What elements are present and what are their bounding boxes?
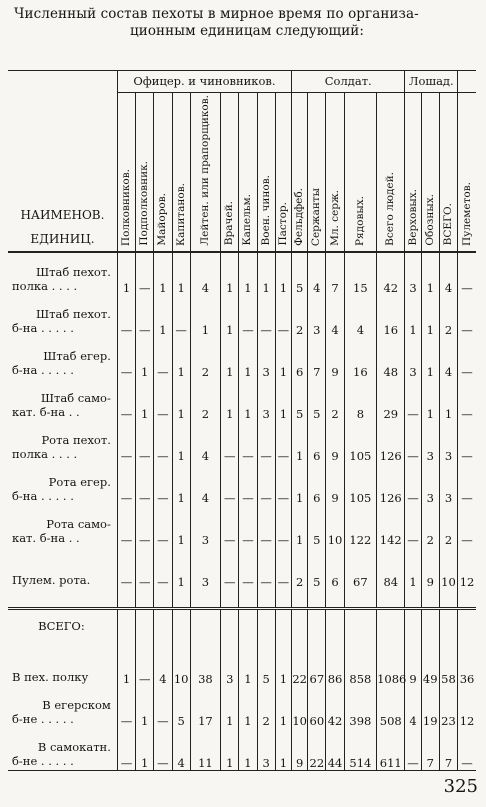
table-cell: 105 bbox=[344, 463, 376, 505]
table-cell: 19 bbox=[421, 686, 439, 728]
table-cell: 1 bbox=[136, 379, 154, 421]
table-row bbox=[8, 421, 476, 463]
column-header-label: Сержанты bbox=[310, 187, 323, 246]
table-cell: — bbox=[221, 421, 239, 463]
row-name-line-2: б-на . . . . . bbox=[12, 488, 74, 503]
name-header-line-2: ЕДИНИЦ. bbox=[30, 231, 95, 246]
table-cell: 16 bbox=[377, 295, 405, 337]
table-cell: 1 bbox=[275, 728, 291, 771]
column-header-label: Капельм. bbox=[241, 194, 254, 246]
row-name-line-1: Штаб пехот. bbox=[36, 264, 111, 279]
table-cell: 9 bbox=[326, 463, 344, 505]
table-cell: 2 bbox=[439, 295, 457, 337]
column-header bbox=[458, 93, 476, 252]
row-name-line-2: полка . . . . bbox=[12, 446, 78, 461]
column-header-label: Фельдфеб. bbox=[293, 187, 306, 246]
table-cell: — bbox=[458, 728, 476, 771]
column-header bbox=[239, 93, 257, 252]
table-cell: 4 bbox=[190, 421, 220, 463]
intro-line-2: ционным единицам следующий: bbox=[129, 23, 365, 39]
table-cell: 15 bbox=[344, 252, 376, 295]
table-cell: 9 bbox=[292, 728, 308, 771]
table-cell: — bbox=[458, 505, 476, 547]
table-cell: 1 bbox=[421, 337, 439, 379]
table-cell: 3 bbox=[190, 547, 220, 589]
table-cell: 3 bbox=[190, 505, 220, 547]
table-cell: — bbox=[154, 421, 172, 463]
row-name-line-1: Штаб пехот. bbox=[36, 306, 111, 321]
table-cell: 6 bbox=[326, 547, 344, 589]
table-cell: 3 bbox=[221, 644, 239, 686]
table-cell: — bbox=[221, 547, 239, 589]
table-cell: 12 bbox=[458, 686, 476, 728]
table-cell: 1 bbox=[405, 547, 421, 589]
intro-text bbox=[8, 6, 480, 40]
table-cell: 2 bbox=[421, 505, 439, 547]
table-cell: — bbox=[117, 379, 135, 421]
table-cell: 9 bbox=[405, 644, 421, 686]
table-cell: 1 bbox=[172, 547, 190, 589]
table-cell: 1 bbox=[421, 295, 439, 337]
table-cell: 1 bbox=[221, 379, 239, 421]
row-name-line-2: б-на . . . . . bbox=[12, 320, 74, 335]
column-header-label: Верховых. bbox=[406, 189, 419, 246]
table-cell: 3 bbox=[308, 295, 326, 337]
table-cell: — bbox=[154, 379, 172, 421]
table-cell: 1 bbox=[172, 252, 190, 295]
table-cell: — bbox=[136, 252, 154, 295]
row-name bbox=[8, 644, 117, 686]
table-cell: 42 bbox=[326, 686, 344, 728]
column-header bbox=[439, 93, 457, 252]
table-cell: 4 bbox=[154, 644, 172, 686]
table-cell: 1 bbox=[190, 295, 220, 337]
page-number: 325 bbox=[443, 776, 478, 797]
row-name-line-1: Рота егер. bbox=[48, 474, 111, 489]
row-name bbox=[8, 728, 117, 771]
table-cell: — bbox=[239, 295, 257, 337]
table-cell: — bbox=[458, 379, 476, 421]
table-cell: 3 bbox=[257, 379, 275, 421]
row-name bbox=[8, 686, 117, 728]
table-cell: 1 bbox=[275, 252, 291, 295]
table-cell: 1 bbox=[172, 379, 190, 421]
row-name-line-1: Рота пехот. bbox=[41, 432, 111, 447]
table-cell: 3 bbox=[421, 463, 439, 505]
table-cell: — bbox=[221, 463, 239, 505]
table-cell: 29 bbox=[377, 379, 405, 421]
table-cell: — bbox=[458, 337, 476, 379]
table-cell: 67 bbox=[308, 644, 326, 686]
table-cell: 10 bbox=[326, 505, 344, 547]
table-cell: 6 bbox=[308, 463, 326, 505]
table-cell: 11 bbox=[190, 728, 220, 771]
table-cell: — bbox=[405, 505, 421, 547]
table-cell: 84 bbox=[377, 547, 405, 589]
group-header: Офицер. и чиновников. bbox=[117, 70, 291, 93]
table-cell: 1 bbox=[239, 728, 257, 771]
table-cell: 1 bbox=[221, 337, 239, 379]
column-header-label: Врачей. bbox=[223, 201, 236, 246]
table-cell: — bbox=[154, 547, 172, 589]
table-cell: — bbox=[117, 463, 135, 505]
table-cell: 1 bbox=[239, 252, 257, 295]
row-name-line-2: Пулем. рота. bbox=[12, 572, 91, 587]
table-cell: 4 bbox=[308, 252, 326, 295]
table-cell: — bbox=[136, 295, 154, 337]
table-cell: 8 bbox=[344, 379, 376, 421]
table-cell: 4 bbox=[344, 295, 376, 337]
table-cell: — bbox=[239, 505, 257, 547]
column-header-label: ВСЕГО. bbox=[441, 203, 454, 246]
table-cell: — bbox=[117, 686, 135, 728]
table-cell: 5 bbox=[257, 644, 275, 686]
table-cell: 1 bbox=[405, 295, 421, 337]
table-cell: 6 bbox=[292, 337, 308, 379]
table-cell: — bbox=[405, 379, 421, 421]
table-cell: 7 bbox=[439, 728, 457, 771]
table-cell: 3 bbox=[439, 421, 457, 463]
name-header bbox=[8, 93, 117, 252]
table-cell: 16 bbox=[344, 337, 376, 379]
column-header-label: Подполковник. bbox=[138, 160, 151, 246]
table-cell: 2 bbox=[292, 295, 308, 337]
table-cell: 1 bbox=[172, 421, 190, 463]
column-header-label: Рядовых. bbox=[353, 195, 366, 246]
column-header-label: Капитанов. bbox=[174, 182, 187, 246]
table-cell: 3 bbox=[439, 463, 457, 505]
table-cell: 9 bbox=[326, 337, 344, 379]
table-cell: 7 bbox=[308, 337, 326, 379]
table-cell: 1 bbox=[154, 252, 172, 295]
group-header: Солдат. bbox=[292, 70, 405, 93]
row-name bbox=[8, 463, 117, 505]
table-cell: 1 bbox=[292, 421, 308, 463]
table-cell: 22 bbox=[292, 644, 308, 686]
row-name bbox=[8, 505, 117, 547]
table-cell: 1 bbox=[239, 379, 257, 421]
column-header-label: Обозных. bbox=[423, 194, 436, 246]
row-name-line-2: полка . . . . bbox=[12, 278, 78, 293]
table-cell: — bbox=[239, 421, 257, 463]
column-header bbox=[421, 93, 439, 252]
table-cell: 508 bbox=[377, 686, 405, 728]
table-cell: 1 bbox=[172, 337, 190, 379]
table-row bbox=[8, 547, 476, 589]
table-cell: — bbox=[275, 505, 291, 547]
table-cell: 67 bbox=[344, 547, 376, 589]
table-cell: — bbox=[172, 295, 190, 337]
table-cell: 3 bbox=[257, 728, 275, 771]
table-row bbox=[8, 379, 476, 421]
table-cell: 1 bbox=[239, 686, 257, 728]
table-cell: — bbox=[405, 421, 421, 463]
table-cell: 10 bbox=[172, 644, 190, 686]
table-cell: — bbox=[117, 421, 135, 463]
row-name-line-2: б-не . . . . . bbox=[12, 753, 74, 768]
row-name bbox=[8, 547, 117, 589]
table-cell: — bbox=[275, 547, 291, 589]
table-cell: — bbox=[275, 295, 291, 337]
table-cell: 1 bbox=[221, 295, 239, 337]
table-cell: 1 bbox=[154, 295, 172, 337]
column-header-label: Пулеметов. bbox=[460, 181, 473, 246]
table-cell: 1 bbox=[239, 337, 257, 379]
table-cell: 398 bbox=[344, 686, 376, 728]
table-cell: 1 bbox=[117, 644, 135, 686]
column-header-label: Воен. чинов. bbox=[259, 175, 272, 246]
table-row bbox=[8, 295, 476, 337]
table-cell: — bbox=[136, 644, 154, 686]
table-cell: — bbox=[154, 505, 172, 547]
row-name-line-2: б-на . . . . . bbox=[12, 362, 74, 377]
row-name-line-2: кат. б-на . . bbox=[12, 404, 80, 419]
section-divider bbox=[8, 589, 476, 609]
column-header bbox=[190, 93, 220, 252]
row-name-line-1: Штаб егер. bbox=[43, 348, 111, 363]
row-name-line-1: В егерском bbox=[42, 697, 111, 712]
row-name bbox=[8, 337, 117, 379]
table-cell: — bbox=[136, 547, 154, 589]
table-cell: 2 bbox=[292, 547, 308, 589]
column-header bbox=[117, 93, 135, 252]
column-header-label: Всего людей. bbox=[384, 171, 397, 246]
row-name-line-1: Рота само- bbox=[46, 516, 111, 531]
table-cell: 86 bbox=[326, 644, 344, 686]
group-header: Лошад. bbox=[405, 70, 458, 93]
table-cell: — bbox=[221, 505, 239, 547]
table-cell: 1 bbox=[172, 463, 190, 505]
table-cell: 60 bbox=[308, 686, 326, 728]
table-row bbox=[8, 505, 476, 547]
table-row bbox=[8, 337, 476, 379]
table-cell: — bbox=[257, 547, 275, 589]
table-cell: 42 bbox=[377, 252, 405, 295]
column-header bbox=[377, 93, 405, 252]
table-cell: 1 bbox=[221, 686, 239, 728]
table-cell: — bbox=[275, 463, 291, 505]
table-row bbox=[8, 463, 476, 505]
totals-heading: ВСЕГО: bbox=[38, 618, 85, 633]
table-cell: 2 bbox=[190, 379, 220, 421]
infantry-strength-table bbox=[8, 70, 476, 771]
table-cell: 9 bbox=[326, 421, 344, 463]
table-cell: 1 bbox=[136, 686, 154, 728]
table-cell: 2 bbox=[326, 379, 344, 421]
table-cell: 7 bbox=[421, 728, 439, 771]
table-cell: 1 bbox=[275, 379, 291, 421]
table-cell: 4 bbox=[190, 252, 220, 295]
table-cell: 22 bbox=[308, 728, 326, 771]
column-header bbox=[172, 93, 190, 252]
table-cell: — bbox=[458, 295, 476, 337]
row-name-line-1: Штаб само- bbox=[40, 390, 111, 405]
table-cell: — bbox=[154, 337, 172, 379]
table-cell: — bbox=[154, 686, 172, 728]
table-cell: 1 bbox=[117, 252, 135, 295]
table-cell: 5 bbox=[308, 505, 326, 547]
table-cell: 17 bbox=[190, 686, 220, 728]
table-cell: 142 bbox=[377, 505, 405, 547]
table-cell: — bbox=[117, 337, 135, 379]
table-cell: — bbox=[117, 505, 135, 547]
table-cell: 3 bbox=[421, 421, 439, 463]
table-cell: 48 bbox=[377, 337, 405, 379]
row-name-line-2: б-не . . . . . bbox=[12, 711, 74, 726]
table-row bbox=[8, 686, 476, 728]
intro-line-1: Численный состав пехоты в мирное время по организа- bbox=[14, 6, 419, 22]
table-cell: 10 bbox=[292, 686, 308, 728]
table-cell: 122 bbox=[344, 505, 376, 547]
table-cell: 1 bbox=[292, 463, 308, 505]
table-cell: 1 bbox=[239, 644, 257, 686]
column-header bbox=[405, 93, 421, 252]
table-cell: 4 bbox=[190, 463, 220, 505]
table-cell: 2 bbox=[439, 505, 457, 547]
table-cell: 1 bbox=[439, 379, 457, 421]
column-header-label: Пастор. bbox=[276, 202, 289, 246]
table-cell: 1 bbox=[257, 252, 275, 295]
column-header bbox=[344, 93, 376, 252]
table-cell: — bbox=[458, 463, 476, 505]
table-cell: 38 bbox=[190, 644, 220, 686]
table-cell: — bbox=[257, 295, 275, 337]
table-cell: — bbox=[136, 505, 154, 547]
table-row bbox=[8, 644, 476, 686]
table-cell: — bbox=[117, 547, 135, 589]
table-cell: 7 bbox=[326, 252, 344, 295]
table-cell: 6 bbox=[308, 421, 326, 463]
table-cell: 514 bbox=[344, 728, 376, 771]
table-cell: — bbox=[136, 421, 154, 463]
column-header-label: Майоров. bbox=[156, 192, 169, 246]
table-cell: 3 bbox=[405, 337, 421, 379]
table-cell: — bbox=[275, 421, 291, 463]
table-cell: 2 bbox=[257, 686, 275, 728]
table-cell: 858 bbox=[344, 644, 376, 686]
table-cell: 4 bbox=[405, 686, 421, 728]
column-header bbox=[326, 93, 344, 252]
table-cell: 1086 bbox=[377, 644, 405, 686]
table-cell: 5 bbox=[292, 379, 308, 421]
table-cell: 4 bbox=[439, 252, 457, 295]
table-cell: — bbox=[239, 463, 257, 505]
table-cell: — bbox=[458, 421, 476, 463]
table-cell: 44 bbox=[326, 728, 344, 771]
table-cell: 5 bbox=[172, 686, 190, 728]
table-cell: — bbox=[257, 421, 275, 463]
table-cell: — bbox=[154, 463, 172, 505]
table-cell: 10 bbox=[439, 547, 457, 589]
table-cell: 49 bbox=[421, 644, 439, 686]
table-cell: 36 bbox=[458, 644, 476, 686]
table-cell: 1 bbox=[275, 644, 291, 686]
row-name bbox=[8, 252, 117, 295]
column-header bbox=[136, 93, 154, 252]
table-cell: 1 bbox=[292, 505, 308, 547]
table-cell: 3 bbox=[257, 337, 275, 379]
table-cell: — bbox=[117, 728, 135, 771]
table-cell: 1 bbox=[421, 252, 439, 295]
table-cell: 126 bbox=[377, 463, 405, 505]
name-header-line-1: НАИМЕНОВ. bbox=[20, 207, 105, 222]
table-cell: — bbox=[257, 463, 275, 505]
row-name-line-1: В самокатн. bbox=[37, 739, 111, 754]
table-cell: — bbox=[239, 547, 257, 589]
column-header bbox=[308, 93, 326, 252]
table-cell: 5 bbox=[292, 252, 308, 295]
column-header-label: Лейтен. или прапорщиков. bbox=[198, 95, 211, 246]
table-cell: 4 bbox=[172, 728, 190, 771]
row-name bbox=[8, 295, 117, 337]
table-cell: — bbox=[405, 728, 421, 771]
table-cell: — bbox=[405, 463, 421, 505]
table-cell: 4 bbox=[439, 337, 457, 379]
table-cell: 5 bbox=[308, 379, 326, 421]
table-cell: 1 bbox=[275, 337, 291, 379]
table-cell: — bbox=[136, 463, 154, 505]
name-header-top bbox=[8, 70, 117, 93]
group-header bbox=[458, 70, 476, 93]
column-header bbox=[275, 93, 291, 252]
column-header bbox=[221, 93, 239, 252]
table-cell: 12 bbox=[458, 547, 476, 589]
table-cell: 105 bbox=[344, 421, 376, 463]
table-cell: 611 bbox=[377, 728, 405, 771]
table-cell: — bbox=[257, 505, 275, 547]
column-header bbox=[154, 93, 172, 252]
table-cell: 1 bbox=[136, 728, 154, 771]
table-cell: 1 bbox=[221, 252, 239, 295]
column-header-label: Мл. серж. bbox=[328, 189, 341, 246]
table-cell: 58 bbox=[439, 644, 457, 686]
table-cell: 23 bbox=[439, 686, 457, 728]
row-name bbox=[8, 421, 117, 463]
table-cell: 1 bbox=[172, 505, 190, 547]
table-cell: 126 bbox=[377, 421, 405, 463]
column-header bbox=[257, 93, 275, 252]
table-cell: 2 bbox=[190, 337, 220, 379]
column-header bbox=[292, 93, 308, 252]
totals-heading-row bbox=[8, 608, 476, 644]
table-cell: — bbox=[117, 295, 135, 337]
table-cell: 1 bbox=[421, 379, 439, 421]
table-cell: 9 bbox=[421, 547, 439, 589]
table-cell: 3 bbox=[405, 252, 421, 295]
table-row bbox=[8, 728, 476, 771]
table-row bbox=[8, 252, 476, 295]
table-cell: 5 bbox=[308, 547, 326, 589]
table-cell: 1 bbox=[136, 337, 154, 379]
row-name bbox=[8, 379, 117, 421]
table-cell: 1 bbox=[275, 686, 291, 728]
table-cell: — bbox=[154, 728, 172, 771]
table-cell: 4 bbox=[326, 295, 344, 337]
table-cell: — bbox=[458, 252, 476, 295]
column-header-label: Полковников. bbox=[119, 168, 132, 246]
row-name-line-2: В пех. полку bbox=[12, 669, 89, 684]
row-name-line-2: кат. б-на . . bbox=[12, 530, 80, 545]
table-cell: 1 bbox=[221, 728, 239, 771]
